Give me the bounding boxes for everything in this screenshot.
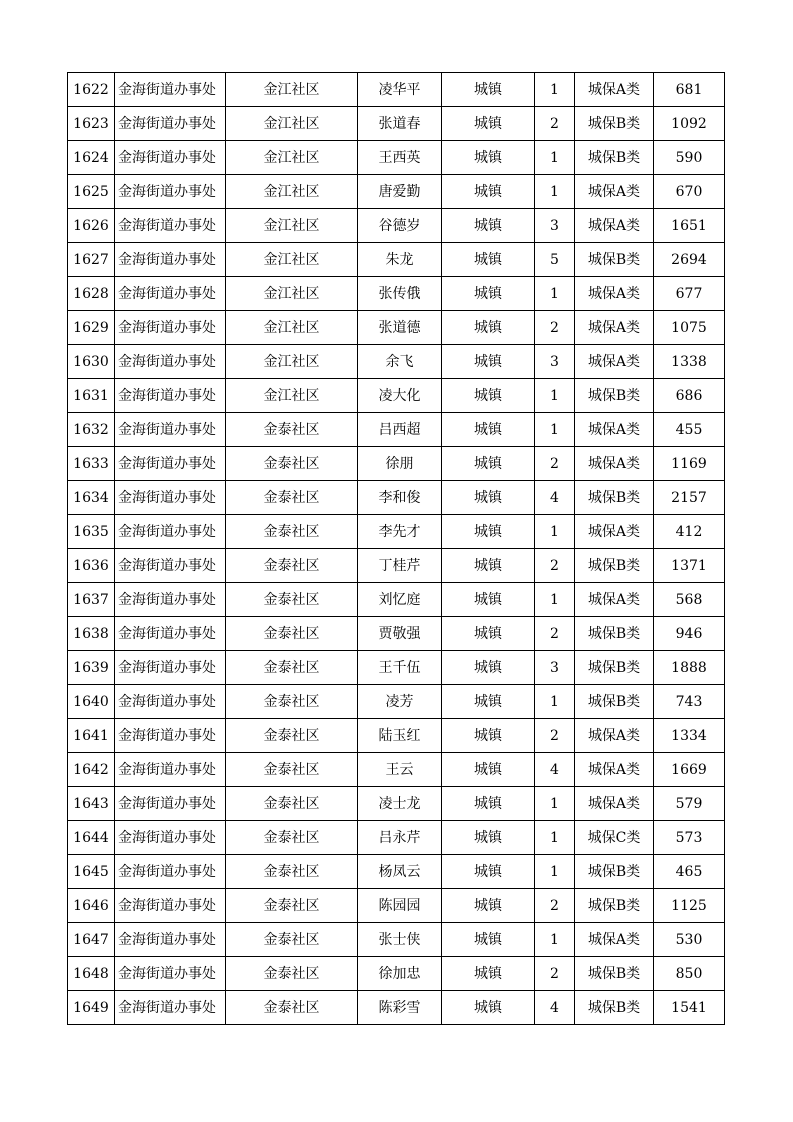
amount-cell: 1092: [654, 107, 725, 141]
person-name-cell: 王西英: [358, 141, 442, 175]
table-row: [68, 141, 725, 175]
table-row: [68, 685, 725, 719]
record-id-cell: 1638: [68, 617, 115, 651]
office-cell: 金海街道办事处: [115, 481, 226, 515]
community-cell: 金泰社区: [226, 957, 358, 991]
amount-cell: 573: [654, 821, 725, 855]
insurance-category-cell: 城保A类: [575, 515, 654, 549]
amount-cell: 1651: [654, 209, 725, 243]
person-name-cell: 谷德岁: [358, 209, 442, 243]
record-id-cell: 1626: [68, 209, 115, 243]
amount-cell: 1888: [654, 651, 725, 685]
household-count-cell: 1: [535, 175, 575, 209]
office-cell: 金海街道办事处: [115, 175, 226, 209]
person-name-cell: 张士侠: [358, 923, 442, 957]
office-cell: 金海街道办事处: [115, 923, 226, 957]
record-id-cell: 1641: [68, 719, 115, 753]
insurance-category-cell: 城保B类: [575, 685, 654, 719]
community-cell: 金泰社区: [226, 753, 358, 787]
table-row: [68, 889, 725, 923]
table-row: [68, 753, 725, 787]
amount-cell: 568: [654, 583, 725, 617]
table-row: [68, 481, 725, 515]
household-count-cell: 1: [535, 583, 575, 617]
area-type-cell: 城镇: [442, 107, 535, 141]
amount-cell: 1371: [654, 549, 725, 583]
insurance-category-cell: 城保A类: [575, 583, 654, 617]
office-cell: 金海街道办事处: [115, 107, 226, 141]
person-name-cell: 贾敬强: [358, 617, 442, 651]
table-row: [68, 923, 725, 957]
person-name-cell: 余飞: [358, 345, 442, 379]
office-cell: 金海街道办事处: [115, 209, 226, 243]
amount-cell: 681: [654, 73, 725, 107]
household-count-cell: 1: [535, 685, 575, 719]
table-row: [68, 73, 725, 107]
record-id-cell: 1646: [68, 889, 115, 923]
person-name-cell: 王云: [358, 753, 442, 787]
table-row: [68, 515, 725, 549]
insurance-category-cell: 城保B类: [575, 855, 654, 889]
household-count-cell: 1: [535, 379, 575, 413]
community-cell: 金泰社区: [226, 651, 358, 685]
household-count-cell: 5: [535, 243, 575, 277]
amount-cell: 743: [654, 685, 725, 719]
table-row: [68, 345, 725, 379]
household-count-cell: 2: [535, 447, 575, 481]
office-cell: 金海街道办事处: [115, 889, 226, 923]
area-type-cell: 城镇: [442, 73, 535, 107]
amount-cell: 579: [654, 787, 725, 821]
area-type-cell: 城镇: [442, 379, 535, 413]
household-count-cell: 2: [535, 957, 575, 991]
person-name-cell: 陈彩雪: [358, 991, 442, 1025]
area-type-cell: 城镇: [442, 583, 535, 617]
household-count-cell: 2: [535, 107, 575, 141]
household-count-cell: 4: [535, 991, 575, 1025]
area-type-cell: 城镇: [442, 753, 535, 787]
office-cell: 金海街道办事处: [115, 141, 226, 175]
record-id-cell: 1628: [68, 277, 115, 311]
amount-cell: 1075: [654, 311, 725, 345]
insurance-category-cell: 城保A类: [575, 719, 654, 753]
record-id-cell: 1632: [68, 413, 115, 447]
area-type-cell: 城镇: [442, 447, 535, 481]
insurance-category-cell: 城保B类: [575, 243, 654, 277]
amount-cell: 1334: [654, 719, 725, 753]
community-cell: 金泰社区: [226, 413, 358, 447]
record-id-cell: 1643: [68, 787, 115, 821]
office-cell: 金海街道办事处: [115, 651, 226, 685]
person-name-cell: 凌芳: [358, 685, 442, 719]
insurance-category-cell: 城保B类: [575, 481, 654, 515]
community-cell: 金泰社区: [226, 821, 358, 855]
household-count-cell: 2: [535, 889, 575, 923]
insurance-category-cell: 城保A类: [575, 175, 654, 209]
office-cell: 金海街道办事处: [115, 447, 226, 481]
table-row: [68, 787, 725, 821]
area-type-cell: 城镇: [442, 481, 535, 515]
amount-cell: 412: [654, 515, 725, 549]
person-name-cell: 徐加忠: [358, 957, 442, 991]
record-id-cell: 1631: [68, 379, 115, 413]
record-id-cell: 1625: [68, 175, 115, 209]
office-cell: 金海街道办事处: [115, 821, 226, 855]
insurance-category-cell: 城保B类: [575, 141, 654, 175]
record-id-cell: 1627: [68, 243, 115, 277]
household-count-cell: 2: [535, 549, 575, 583]
community-cell: 金江社区: [226, 73, 358, 107]
household-count-cell: 1: [535, 141, 575, 175]
household-count-cell: 3: [535, 345, 575, 379]
area-type-cell: 城镇: [442, 651, 535, 685]
office-cell: 金海街道办事处: [115, 379, 226, 413]
records-body: [68, 73, 725, 1025]
table-row: [68, 277, 725, 311]
amount-cell: 1169: [654, 447, 725, 481]
office-cell: 金海街道办事处: [115, 617, 226, 651]
records-table: [67, 72, 725, 1025]
insurance-category-cell: 城保B类: [575, 991, 654, 1025]
table-row: [68, 413, 725, 447]
area-type-cell: 城镇: [442, 957, 535, 991]
amount-cell: 670: [654, 175, 725, 209]
insurance-category-cell: 城保B类: [575, 617, 654, 651]
community-cell: 金泰社区: [226, 685, 358, 719]
person-name-cell: 张传俄: [358, 277, 442, 311]
person-name-cell: 张道德: [358, 311, 442, 345]
office-cell: 金海街道办事处: [115, 583, 226, 617]
record-id-cell: 1633: [68, 447, 115, 481]
record-id-cell: 1635: [68, 515, 115, 549]
insurance-category-cell: 城保B类: [575, 889, 654, 923]
office-cell: 金海街道办事处: [115, 243, 226, 277]
community-cell: 金泰社区: [226, 515, 358, 549]
record-id-cell: 1636: [68, 549, 115, 583]
area-type-cell: 城镇: [442, 549, 535, 583]
community-cell: 金泰社区: [226, 719, 358, 753]
insurance-category-cell: 城保B类: [575, 957, 654, 991]
community-cell: 金泰社区: [226, 549, 358, 583]
amount-cell: 590: [654, 141, 725, 175]
amount-cell: 677: [654, 277, 725, 311]
table-row: [68, 821, 725, 855]
person-name-cell: 陈园园: [358, 889, 442, 923]
table-row: [68, 549, 725, 583]
table-row: [68, 379, 725, 413]
person-name-cell: 吕永芹: [358, 821, 442, 855]
person-name-cell: 凌华平: [358, 73, 442, 107]
office-cell: 金海街道办事处: [115, 277, 226, 311]
office-cell: 金海街道办事处: [115, 957, 226, 991]
community-cell: 金泰社区: [226, 481, 358, 515]
amount-cell: 530: [654, 923, 725, 957]
person-name-cell: 朱龙: [358, 243, 442, 277]
community-cell: 金江社区: [226, 345, 358, 379]
area-type-cell: 城镇: [442, 685, 535, 719]
household-count-cell: 1: [535, 787, 575, 821]
area-type-cell: 城镇: [442, 277, 535, 311]
household-count-cell: 1: [535, 923, 575, 957]
community-cell: 金泰社区: [226, 855, 358, 889]
area-type-cell: 城镇: [442, 991, 535, 1025]
community-cell: 金江社区: [226, 243, 358, 277]
household-count-cell: 1: [535, 515, 575, 549]
table-row: [68, 719, 725, 753]
record-id-cell: 1624: [68, 141, 115, 175]
insurance-category-cell: 城保B类: [575, 379, 654, 413]
office-cell: 金海街道办事处: [115, 719, 226, 753]
record-id-cell: 1629: [68, 311, 115, 345]
office-cell: 金海街道办事处: [115, 787, 226, 821]
community-cell: 金泰社区: [226, 583, 358, 617]
community-cell: 金泰社区: [226, 991, 358, 1025]
table-row: [68, 651, 725, 685]
office-cell: 金海街道办事处: [115, 73, 226, 107]
area-type-cell: 城镇: [442, 243, 535, 277]
record-id-cell: 1649: [68, 991, 115, 1025]
area-type-cell: 城镇: [442, 855, 535, 889]
record-id-cell: 1634: [68, 481, 115, 515]
insurance-category-cell: 城保A类: [575, 923, 654, 957]
household-count-cell: 2: [535, 617, 575, 651]
person-name-cell: 凌士龙: [358, 787, 442, 821]
household-count-cell: 4: [535, 481, 575, 515]
office-cell: 金海街道办事处: [115, 311, 226, 345]
insurance-category-cell: 城保C类: [575, 821, 654, 855]
table-row: [68, 209, 725, 243]
person-name-cell: 吕西超: [358, 413, 442, 447]
office-cell: 金海街道办事处: [115, 515, 226, 549]
community-cell: 金江社区: [226, 141, 358, 175]
person-name-cell: 唐爱勤: [358, 175, 442, 209]
household-count-cell: 1: [535, 413, 575, 447]
insurance-category-cell: 城保B类: [575, 651, 654, 685]
insurance-category-cell: 城保A类: [575, 413, 654, 447]
insurance-category-cell: 城保A类: [575, 447, 654, 481]
community-cell: 金泰社区: [226, 923, 358, 957]
office-cell: 金海街道办事处: [115, 549, 226, 583]
household-count-cell: 2: [535, 719, 575, 753]
amount-cell: 455: [654, 413, 725, 447]
amount-cell: 946: [654, 617, 725, 651]
table-row: [68, 991, 725, 1025]
record-id-cell: 1648: [68, 957, 115, 991]
community-cell: 金泰社区: [226, 787, 358, 821]
table-row: [68, 175, 725, 209]
person-name-cell: 李和俊: [358, 481, 442, 515]
community-cell: 金江社区: [226, 175, 358, 209]
area-type-cell: 城镇: [442, 617, 535, 651]
table-row: [68, 617, 725, 651]
household-count-cell: 3: [535, 651, 575, 685]
household-count-cell: 2: [535, 311, 575, 345]
record-id-cell: 1645: [68, 855, 115, 889]
insurance-category-cell: 城保A类: [575, 311, 654, 345]
person-name-cell: 陆玉红: [358, 719, 442, 753]
insurance-category-cell: 城保B类: [575, 549, 654, 583]
community-cell: 金泰社区: [226, 447, 358, 481]
person-name-cell: 刘忆庭: [358, 583, 442, 617]
record-id-cell: 1637: [68, 583, 115, 617]
record-id-cell: 1644: [68, 821, 115, 855]
household-count-cell: 4: [535, 753, 575, 787]
office-cell: 金海街道办事处: [115, 345, 226, 379]
area-type-cell: 城镇: [442, 515, 535, 549]
table-row: [68, 447, 725, 481]
insurance-category-cell: 城保A类: [575, 345, 654, 379]
household-count-cell: 1: [535, 821, 575, 855]
person-name-cell: 杨凤云: [358, 855, 442, 889]
amount-cell: 850: [654, 957, 725, 991]
office-cell: 金海街道办事处: [115, 855, 226, 889]
area-type-cell: 城镇: [442, 175, 535, 209]
community-cell: 金江社区: [226, 107, 358, 141]
table-row: [68, 855, 725, 889]
insurance-category-cell: 城保A类: [575, 753, 654, 787]
record-id-cell: 1639: [68, 651, 115, 685]
record-id-cell: 1647: [68, 923, 115, 957]
amount-cell: 2694: [654, 243, 725, 277]
table-row: [68, 107, 725, 141]
area-type-cell: 城镇: [442, 719, 535, 753]
insurance-category-cell: 城保A类: [575, 73, 654, 107]
community-cell: 金泰社区: [226, 889, 358, 923]
office-cell: 金海街道办事处: [115, 413, 226, 447]
area-type-cell: 城镇: [442, 413, 535, 447]
area-type-cell: 城镇: [442, 821, 535, 855]
household-count-cell: 1: [535, 855, 575, 889]
area-type-cell: 城镇: [442, 209, 535, 243]
community-cell: 金江社区: [226, 379, 358, 413]
table-row: [68, 583, 725, 617]
insurance-category-cell: 城保B类: [575, 107, 654, 141]
record-id-cell: 1622: [68, 73, 115, 107]
household-count-cell: 1: [535, 277, 575, 311]
community-cell: 金江社区: [226, 209, 358, 243]
area-type-cell: 城镇: [442, 345, 535, 379]
office-cell: 金海街道办事处: [115, 991, 226, 1025]
area-type-cell: 城镇: [442, 923, 535, 957]
area-type-cell: 城镇: [442, 787, 535, 821]
amount-cell: 1541: [654, 991, 725, 1025]
record-id-cell: 1640: [68, 685, 115, 719]
record-id-cell: 1623: [68, 107, 115, 141]
amount-cell: 1125: [654, 889, 725, 923]
office-cell: 金海街道办事处: [115, 685, 226, 719]
amount-cell: 686: [654, 379, 725, 413]
community-cell: 金泰社区: [226, 617, 358, 651]
area-type-cell: 城镇: [442, 889, 535, 923]
area-type-cell: 城镇: [442, 141, 535, 175]
table-row: [68, 243, 725, 277]
insurance-category-cell: 城保A类: [575, 209, 654, 243]
insurance-category-cell: 城保A类: [575, 277, 654, 311]
amount-cell: 1669: [654, 753, 725, 787]
record-id-cell: 1630: [68, 345, 115, 379]
area-type-cell: 城镇: [442, 311, 535, 345]
table-row: [68, 311, 725, 345]
amount-cell: 1338: [654, 345, 725, 379]
household-count-cell: 3: [535, 209, 575, 243]
office-cell: 金海街道办事处: [115, 753, 226, 787]
community-cell: 金江社区: [226, 277, 358, 311]
amount-cell: 2157: [654, 481, 725, 515]
community-cell: 金江社区: [226, 311, 358, 345]
person-name-cell: 徐朋: [358, 447, 442, 481]
person-name-cell: 凌大化: [358, 379, 442, 413]
person-name-cell: 李先才: [358, 515, 442, 549]
person-name-cell: 王千伍: [358, 651, 442, 685]
household-count-cell: 1: [535, 73, 575, 107]
amount-cell: 465: [654, 855, 725, 889]
record-id-cell: 1642: [68, 753, 115, 787]
person-name-cell: 张道春: [358, 107, 442, 141]
person-name-cell: 丁桂芹: [358, 549, 442, 583]
insurance-category-cell: 城保A类: [575, 787, 654, 821]
table-row: [68, 957, 725, 991]
